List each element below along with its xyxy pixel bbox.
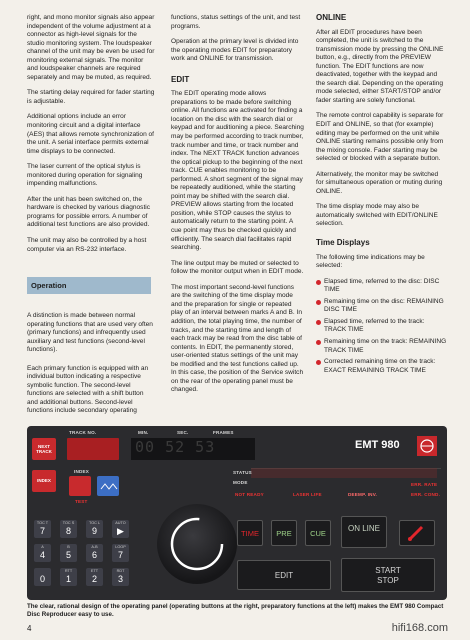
paragraph: The EDIT operating mode allows preparations to be made before switching online. All functions are activated for finding a location on the disc with the search dial or keypad and for auditioning a piece. Searching may be performed according to track number, track number and time, or track number and index. The NEXT TRACK function advances the optical pickup to the beginning of the next track. CUE enables monitoring to be performed. A short segment of the signal may be repeatedly auditioned, while the starting point may be shifted with the search dial. PREVIEW allows starting from the located position, while STOP causes the stylus to automatically return to the starting point. A cue point may thus be checked quickly and efficiently. The search dial facilitates rapid searching. xyxy=(171,90,304,252)
status-strip xyxy=(251,468,437,478)
test-button[interactable] xyxy=(97,476,119,496)
key-num: 4 xyxy=(39,550,45,560)
key-sub: A xyxy=(41,545,44,549)
time-display: 00 52 53 xyxy=(131,438,255,460)
index-button[interactable]: INDEX xyxy=(32,470,56,492)
key-sub: RTT xyxy=(64,569,73,573)
key-sub: LOOP xyxy=(115,545,126,549)
min-label: MIN. xyxy=(138,430,149,435)
online-button[interactable]: ON LINE xyxy=(341,516,387,548)
keypad-key[interactable] xyxy=(86,544,103,562)
column-1 xyxy=(27,14,155,261)
key-num: 1 xyxy=(65,574,71,584)
emt-logo-icon xyxy=(417,436,437,456)
time-list xyxy=(316,278,447,375)
key-sub: AUTO xyxy=(115,521,126,525)
keypad-key[interactable] xyxy=(112,544,129,562)
key-num: 8 xyxy=(65,526,71,536)
keypad-key[interactable] xyxy=(60,568,77,586)
paragraph: Each primary function is equipped with an individual button indicating a respective symbolic function. The second-level functions are selected with a shift button and additional buttons. Second-level functions include secondary operating xyxy=(27,364,149,415)
operation-heading: Operation xyxy=(27,277,151,294)
key-num: 7 xyxy=(39,526,45,536)
time-displays-heading: Time Displays xyxy=(316,238,370,248)
err-rate-label: ERR. RATE xyxy=(411,482,438,487)
key-num: 3 xyxy=(117,574,123,584)
key-sub: A-B xyxy=(91,545,98,549)
track-no-label: TRACK NO. xyxy=(69,430,97,435)
key-num: 0 xyxy=(39,574,45,584)
column-1-lower xyxy=(27,312,155,423)
paragraph: The laser current of the optical stylus is monitored during operation for signaling impending malfunctions. xyxy=(27,163,143,188)
keypad-key[interactable] xyxy=(112,568,129,586)
keypad-key[interactable] xyxy=(86,568,103,586)
test-label: TEST xyxy=(75,499,88,504)
list-item: Corrected remaining time on the track: EXACT REMAINING TRACK TIME xyxy=(316,358,447,375)
fader-start-button[interactable] xyxy=(399,520,435,546)
key-num: 9 xyxy=(91,526,97,536)
paragraph: The line output may be muted or selected to follow the monitor output when in EDIT mode. xyxy=(171,259,304,276)
keypad-key[interactable] xyxy=(34,568,51,586)
mode-label: MODE xyxy=(233,480,248,485)
fader-icon xyxy=(400,521,434,545)
paragraph: After all EDIT procedures have been completed, the unit is switched to the transmission mode by pressing the ONLINE button, e.g., directly from the PREVIEW function. The EDIT functions are now deactivated, together with the keypad and the search dial. Depending on the operating mode selected, either START/STOP and/or fader starting are solely functional. xyxy=(316,28,444,104)
paragraph: functions, status settings of the unit, and test programs. xyxy=(171,14,301,30)
err-cond-label: ERR. COND. xyxy=(411,492,441,497)
deemph-label: DEEMP. INV. xyxy=(348,492,378,497)
paragraph: right, and mono monitor signals also appear independent of the volume adjustment at a connector as high-level signals for the studio monitoring system. The loudspeaker channel of the unit may be even be used for monitoring external signals. The monitor and loudspeaker channels are required separately and may be muted, as required. xyxy=(27,14,155,81)
key-num: 6 xyxy=(91,550,97,560)
online-heading: ONLINE xyxy=(316,13,347,22)
key-num: 7 xyxy=(117,550,123,560)
paragraph: A distinction is made between normal operating functions that are used very often (primary functions) and infrequently used auxiliary and test functions (second-level functions). xyxy=(27,312,153,354)
page-number: 4 xyxy=(27,624,32,633)
edit-button[interactable]: EDIT xyxy=(237,560,331,590)
paragraph: Operation at the primary level is divided into the operating modes EDIT for preparatory work and ONLINE for transmission. xyxy=(171,38,299,63)
index-down-button[interactable] xyxy=(69,476,91,496)
brand-label: EMT 980 xyxy=(355,439,400,451)
operating-panel xyxy=(27,426,447,600)
key-num: 2 xyxy=(91,574,97,584)
list-item: Elapsed time, referred to the track: TRACK TIME xyxy=(316,318,447,335)
cue-button[interactable]: CUE xyxy=(305,520,331,546)
key-sub: RDT xyxy=(116,569,125,573)
paragraph: After the unit has been switched on, the hardware is checked by various diagnostic programs for possible errors. A number of additional test functions are also provided. xyxy=(27,195,151,229)
figure-caption: The clear, rational design of the operating panel (operating buttons at the right, preparatory functions at the left) makes the EMT 980 Compact Disc Reproducer easy to use. xyxy=(27,603,444,618)
key-sub: TOC T xyxy=(36,521,49,525)
column-3 xyxy=(316,14,447,378)
index-label: INDEX xyxy=(74,469,90,474)
list-item: Remaining time on the track: REMAINING TRACK TIME xyxy=(316,338,447,355)
watermark: hifi168.com xyxy=(391,622,448,634)
edit-heading: EDIT xyxy=(171,74,190,84)
paragraph: The remote control capability is separate for EDIT and ONLINE, so that (for example) editing may be performed on the unit while ONLINE starting remains possible only from the mixing console. Fader starting may be selected or blocked with a separate button. xyxy=(316,112,444,163)
key-num: ▶ xyxy=(117,526,124,536)
keypad-key[interactable] xyxy=(112,520,129,538)
paragraph: The most important second-level functions are the switching of the time display mode and the preparation for single or repeated play of an interval between marks A and B. In addition, the total playing time, the number of tracks, and the starting time and length of each track may be read from the disc table of contents. In EDIT, the permanently stored, user-oriented status settings of the unit may be modified and the test functions called up. In this case, the position of the Service switch on the rear of the operating panel must be changed. xyxy=(171,283,304,394)
column-2 xyxy=(171,14,304,402)
not-ready-label: NOT READY xyxy=(235,492,264,497)
status-label: STATUS xyxy=(233,470,252,475)
keypad-key[interactable] xyxy=(60,520,77,538)
keypad-key[interactable] xyxy=(86,520,103,538)
key-sub: TOC L xyxy=(88,521,101,525)
list-item: Remaining time on the disc: REMAINING DISC TIME xyxy=(316,298,447,315)
key-sub: TOC S xyxy=(62,521,75,525)
paragraph: The starting delay required for fader starting is adjustable. xyxy=(27,89,155,105)
wave-icon xyxy=(97,476,119,496)
track-display xyxy=(67,438,119,460)
frames-label: FRAMES xyxy=(213,430,234,435)
keypad-key[interactable] xyxy=(60,544,77,562)
laser-life-label: LASER LIFE xyxy=(293,492,322,497)
paragraph: Additional options include an error monitoring circuit and a digital interface (AES) that allows remote synchronization of the unit. A serial interface permits external time displays to be connected. xyxy=(27,113,154,155)
preview-button[interactable]: PRE xyxy=(271,520,297,546)
key-sub: B xyxy=(67,545,70,549)
sec-label: SEC. xyxy=(177,430,189,435)
search-dial[interactable] xyxy=(157,504,237,584)
start-stop-button[interactable]: START STOP xyxy=(341,558,435,592)
key-sub: ETT xyxy=(90,569,99,573)
paragraph: The following time indications may be selected: xyxy=(316,253,425,270)
paragraph: Alternatively, the monitor may be switched for simultaneous operation or muting during ONLINE. xyxy=(316,170,443,195)
next-track-button[interactable]: NEXT TRACK xyxy=(32,438,56,460)
paragraph: The unit may also be controlled by a host computer via an RS-232 interface. xyxy=(27,237,147,253)
dial-ring-icon xyxy=(157,504,237,584)
paragraph: The time display mode may also be automatically switched with EDIT/ONLINE selection. xyxy=(316,203,438,228)
key-num: 5 xyxy=(65,550,71,560)
list-item: Elapsed time, referred to the disc: DISC TIME xyxy=(316,278,447,295)
time-button[interactable]: TIME xyxy=(237,520,263,546)
keypad-key[interactable] xyxy=(34,544,51,562)
keypad-key[interactable] xyxy=(34,520,51,538)
